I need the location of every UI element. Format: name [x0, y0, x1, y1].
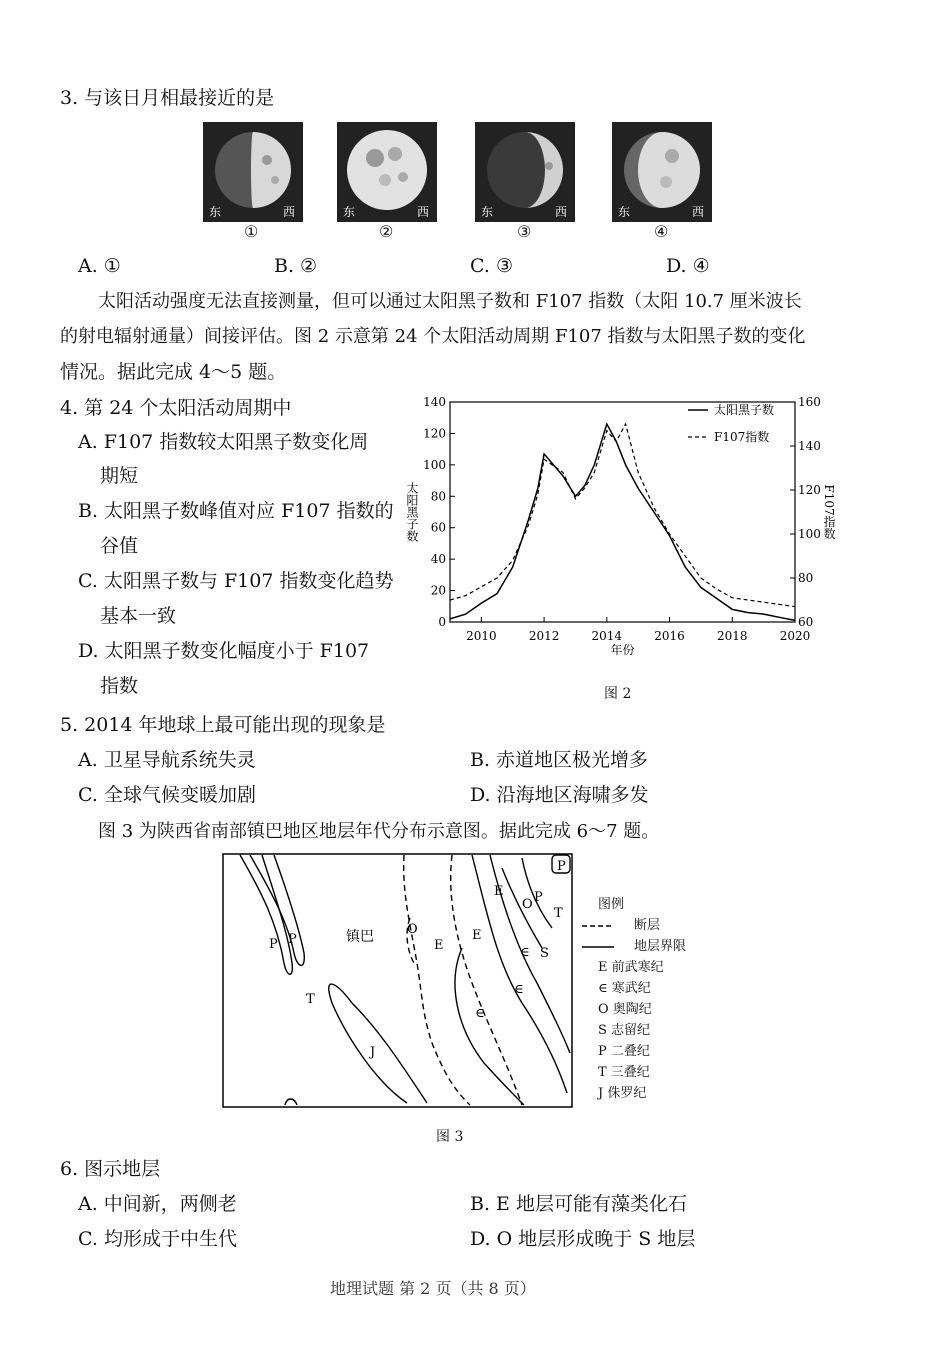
q3-option-a[interactable]: A. ① [78, 255, 121, 277]
q4-option-c[interactable]: C. 太阳黑子数与 F107 指数变化趋势 [78, 570, 394, 592]
label-p-1: P [269, 937, 278, 952]
figure2-chart [400, 392, 840, 692]
q4-stem: 4. 第 24 个太阳活动周期中 [60, 397, 292, 419]
legend-silurian: S 志留纪 [598, 1023, 651, 1038]
label-s: S [540, 946, 549, 961]
legend-cambrian: ∈ 寒武纪 [598, 981, 651, 996]
x-tick-label-5: 2020 [779, 629, 811, 643]
legend-triassic: T 三叠纪 [598, 1065, 650, 1080]
y-left-tick-label-0: 0 [438, 615, 446, 629]
label-e-3: E [494, 884, 504, 899]
label-t-2: T [554, 906, 563, 921]
moon-1-west-label: 西 [282, 205, 295, 219]
moon-phase-3-image [475, 122, 575, 222]
legend-title: 图例 [598, 897, 625, 912]
moon-phase-2-image [337, 122, 437, 222]
y-left-tick-label-6: 120 [423, 426, 446, 441]
q6-option-a[interactable]: A. 中间新，两侧老 [78, 1193, 237, 1215]
legend-permian: P 二叠纪 [598, 1044, 650, 1059]
x-tick-label-2: 2014 [591, 629, 623, 643]
q6-stem: 6. 图示地层 [60, 1158, 161, 1180]
q4-option-d[interactable]: D. 太阳黑子数变化幅度小于 F107 [78, 640, 370, 662]
q4-option-b-cont: 谷值 [100, 535, 139, 557]
q4-option-c-cont: 基本一致 [100, 605, 177, 627]
y-right-tick-label-5: 160 [798, 395, 821, 409]
moon-4-number: ④ [654, 222, 669, 241]
moon-2-west-label: 西 [416, 205, 429, 219]
x-tick-label-4: 2018 [716, 629, 748, 643]
x-tick-label-1: 2012 [528, 629, 560, 643]
y-left-tick-label-3: 60 [430, 520, 446, 535]
q3-stem: 3. 与该日月相最接近的是 [60, 87, 275, 109]
intro67-text: 图 3 为陕西省南部镇巴地区地层年代分布示意图。据此完成 6～7 题。 [98, 821, 660, 842]
dashed-line-icon [582, 924, 614, 928]
moon-3-west-label: 西 [554, 205, 567, 219]
q5-option-b[interactable]: B. 赤道地区极光增多 [470, 749, 649, 771]
label-c-3: ∈ [475, 1006, 485, 1021]
page-footer: 地理试题 第 2 页（共 8 页） [330, 1279, 536, 1298]
q6-option-b[interactable]: B. E 地层可能有藻类化石 [470, 1193, 687, 1215]
q5-option-a[interactable]: A. 卫星导航系统失灵 [78, 749, 256, 771]
label-p-4: P [557, 859, 566, 874]
moon-phase-1-image [203, 122, 303, 222]
figure3-legend [598, 894, 686, 1104]
label-o: O [407, 922, 418, 937]
q4-option-a-cont: 期短 [100, 465, 139, 487]
q3-option-b[interactable]: B. ② [274, 255, 318, 277]
y-left-axis-label: 太阳黑子数 [405, 482, 419, 542]
x-axis-label: 年份 [610, 643, 635, 657]
q4-option-d-cont: 指数 [100, 675, 139, 697]
label-t: T [306, 992, 315, 1007]
moon-3-east-label: 东 [481, 205, 494, 219]
q4-option-b[interactable]: B. 太阳黑子数峰值对应 F107 指数的 [78, 500, 394, 522]
label-p-2: P [288, 932, 297, 947]
moon-1-east-label: 东 [209, 205, 222, 219]
moon-phase-4-image [612, 122, 712, 222]
legend-label-0: 太阳黑子数 [714, 403, 775, 417]
series-line-0 [450, 424, 795, 620]
q5-stem: 5. 2014 年地球上最可能出现的现象是 [60, 714, 386, 736]
y-left-tick-label-5: 100 [423, 457, 446, 472]
legend-label-1: F107指数 [714, 430, 770, 444]
legend-ordovician: O 奥陶纪 [598, 1002, 652, 1017]
label-town: 镇巴 [346, 929, 374, 945]
x-tick-label-0: 2010 [466, 629, 497, 643]
legend-e: E 前武寒纪 [598, 960, 664, 975]
moon-4-west-label: 西 [691, 205, 704, 219]
label-j: J [370, 1045, 376, 1060]
label-c-2: ∈ [514, 982, 524, 997]
q4-option-a[interactable]: A. F107 指数较太阳黑子数变化周 [78, 431, 369, 453]
q6-option-d[interactable]: D. O 地层形成晚于 S 地层 [470, 1228, 696, 1250]
intro45-line2: 的射电辐射通量）间接评估。图 2 示意第 24 个太阳活动周期 F107 指数与太阳黑子数的变化 [60, 326, 806, 347]
label-c-1: ∈ [520, 945, 530, 960]
figure3-caption: 图 3 [436, 1129, 464, 1145]
y-left-tick-label-2: 40 [430, 552, 446, 567]
y-right-tick-label-2: 100 [798, 527, 821, 541]
label-e-1: E [434, 938, 444, 953]
label-p-3: P [534, 890, 543, 905]
y-left-tick-label-4: 80 [430, 489, 446, 504]
moon-2-east-label: 东 [343, 205, 356, 219]
intro45-line3: 情况。据此完成 4～5 题。 [60, 361, 287, 383]
legend-fault: 断层 [598, 915, 686, 936]
intro45-line1: 太阳活动强度无法直接测量，但可以通过太阳黑子数和 F107 指数（太阳 10.7 厘米波长 [98, 291, 802, 312]
label-o-2: O [522, 897, 533, 912]
legend-boundary: 地层界限 [598, 936, 686, 957]
y-right-tick-label-3: 120 [798, 483, 821, 497]
solid-line-icon [582, 945, 614, 949]
y-right-tick-label-1: 80 [798, 571, 814, 585]
q6-option-c[interactable]: C. 均形成于中生代 [78, 1228, 237, 1250]
q3-option-d[interactable]: D. ④ [666, 255, 710, 277]
y-left-tick-label-7: 140 [423, 395, 446, 409]
moon-2-number: ② [379, 222, 394, 241]
legend-jurassic: J 侏罗纪 [598, 1086, 647, 1101]
label-e-2: E [472, 928, 482, 943]
q5-option-d[interactable]: D. 沿海地区海啸多发 [470, 784, 649, 806]
moon-1-number: ① [244, 222, 259, 241]
q5-option-c[interactable]: C. 全球气候变暖加剧 [78, 784, 256, 806]
y-right-tick-label-4: 140 [798, 439, 821, 453]
moon-4-east-label: 东 [618, 205, 631, 219]
q3-option-c[interactable]: C. ③ [470, 255, 513, 277]
moon-3-number: ③ [517, 222, 532, 241]
x-tick-label-3: 2016 [654, 629, 685, 643]
y-left-tick-label-1: 20 [430, 583, 446, 598]
figure2-caption: 图 2 [604, 686, 632, 702]
series-line-1 [450, 424, 795, 607]
y-right-tick-label-0: 60 [798, 615, 814, 629]
y-right-axis-label: F107指数 [822, 484, 836, 540]
